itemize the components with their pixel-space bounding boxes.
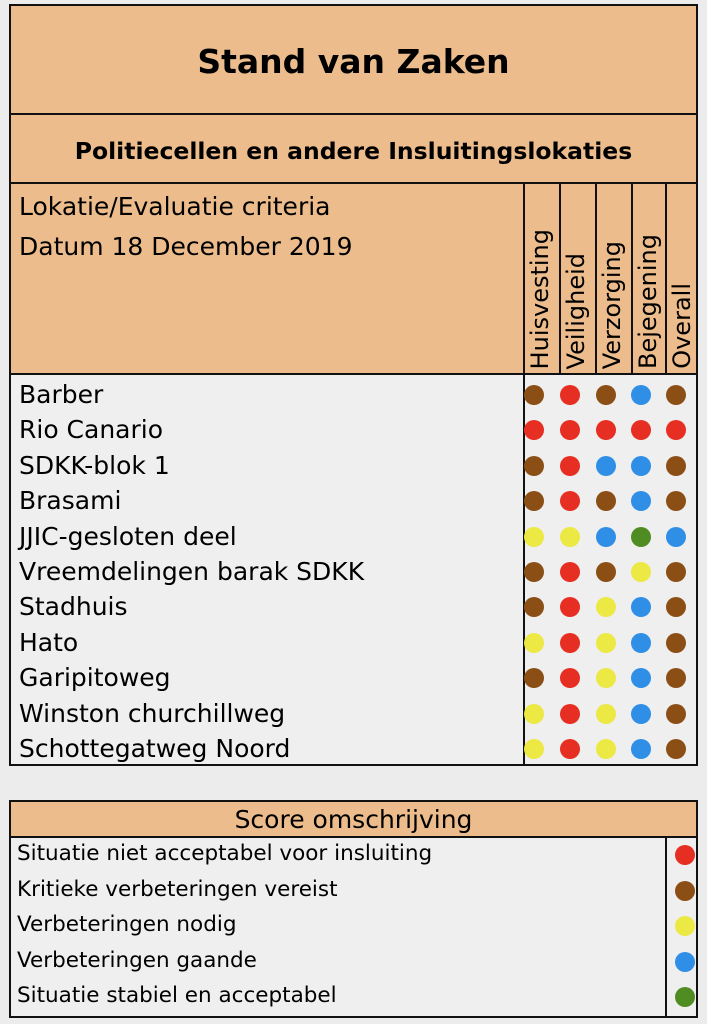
score-dot-red <box>524 420 544 440</box>
location-name: Garipitoweg <box>19 663 171 693</box>
score-dot-red <box>560 704 580 724</box>
score-dot-red <box>560 385 580 405</box>
column-header-verzorging: Verzorging <box>598 240 626 369</box>
location-name: Schottegatweg Noord <box>19 734 291 763</box>
score-dot-red <box>560 597 580 617</box>
column-separator <box>559 184 561 373</box>
score-dot-brown <box>666 597 686 617</box>
column-header-bejegening: Bejegening <box>634 234 662 369</box>
score-dot-blue <box>631 633 651 653</box>
score-dot-brown <box>524 597 544 617</box>
legend-header <box>11 802 696 838</box>
score-dot-red <box>560 491 580 511</box>
score-dot-brown <box>666 491 686 511</box>
score-dot-brown <box>666 739 686 759</box>
score-dot-yellow <box>524 704 544 724</box>
score-dot-red <box>560 633 580 653</box>
score-dot-yellow <box>596 668 616 688</box>
score-dot-yellow <box>524 739 544 759</box>
score-dot-blue <box>631 597 651 617</box>
score-dot-red <box>560 739 580 759</box>
legend-dot-green <box>675 987 695 1007</box>
legend-label: Situatie stabiel en acceptabel <box>17 983 337 1008</box>
score-dot-blue <box>631 739 651 759</box>
legend-dot-brown <box>675 881 695 901</box>
legend-dot-yellow <box>675 916 695 936</box>
legend-divider <box>665 838 667 1016</box>
column-separator <box>523 184 525 373</box>
score-dot-brown <box>666 562 686 582</box>
score-dot-red <box>560 562 580 582</box>
location-name: Winston churchillweg <box>19 698 286 728</box>
score-dot-brown <box>666 668 686 688</box>
score-dot-red <box>596 420 616 440</box>
score-dot-yellow <box>596 597 616 617</box>
score-dot-brown <box>524 491 544 511</box>
score-dot-red <box>560 668 580 688</box>
score-dot-red <box>560 456 580 476</box>
score-legend <box>9 800 698 1018</box>
location-name: Rio Canario <box>19 415 164 445</box>
score-dot-yellow <box>596 739 616 759</box>
column-separator <box>595 184 597 373</box>
page-title: Stand van Zaken <box>197 42 510 81</box>
column-header-overall: Overall <box>668 283 696 369</box>
legend-label: Verbeteringen nodig <box>17 912 237 937</box>
score-dot-brown <box>524 668 544 688</box>
location-name: Barber <box>19 380 104 409</box>
location-name: Stadhuis <box>19 592 128 622</box>
score-dot-yellow <box>596 633 616 653</box>
score-dot-blue <box>596 527 616 547</box>
score-dot-red <box>560 420 580 440</box>
legend-dot-red <box>675 845 695 865</box>
title-banner <box>9 4 698 113</box>
page-subtitle: Politiecellen en andere Insluitingslokaties <box>74 137 633 165</box>
score-dot-blue <box>596 456 616 476</box>
column-header-veiligheid: Veiligheid <box>562 252 590 369</box>
score-dot-brown <box>524 385 544 405</box>
score-dot-blue <box>631 456 651 476</box>
location-name: Brasami <box>19 486 122 516</box>
score-dot-brown <box>596 491 616 511</box>
score-dot-blue <box>631 491 651 511</box>
score-dot-blue <box>631 385 651 405</box>
legend-label: Situatie niet acceptabel voor insluiting <box>17 841 433 866</box>
column-separator <box>631 184 633 373</box>
header-criteria-label: Lokatie/Evaluatie criteria <box>19 192 331 221</box>
score-dot-brown <box>596 562 616 582</box>
score-dot-yellow <box>524 633 544 653</box>
score-dot-yellow <box>524 527 544 547</box>
evaluation-table <box>9 373 698 766</box>
score-dot-blue <box>631 668 651 688</box>
column-separator <box>665 184 667 373</box>
score-dot-brown <box>666 385 686 405</box>
score-dot-brown <box>666 456 686 476</box>
score-dot-red <box>666 420 686 440</box>
location-name: JJIC-gesloten deel <box>19 521 237 551</box>
score-dot-yellow <box>631 562 651 582</box>
location-name: Vreemdelingen barak SDKK <box>19 557 365 586</box>
column-header-huisvesting: Huisvesting <box>526 228 554 369</box>
table-header <box>9 182 698 375</box>
header-date-label: Datum 18 December 2019 <box>19 232 353 261</box>
legend-label: Kritieke verbeteringen vereist <box>17 876 338 902</box>
score-dot-brown <box>524 456 544 476</box>
location-name: SDKK-blok 1 <box>19 450 170 480</box>
score-dot-blue <box>666 527 686 547</box>
legend-label: Verbeteringen gaande <box>17 947 257 973</box>
score-dot-brown <box>666 633 686 653</box>
score-dot-red <box>631 420 651 440</box>
location-name: Hato <box>19 627 79 657</box>
score-dot-yellow <box>560 527 580 547</box>
legend-dot-blue <box>675 952 695 972</box>
score-dot-blue <box>631 704 651 724</box>
legend-title: Score omschrijving <box>234 805 473 834</box>
score-dot-brown <box>596 385 616 405</box>
score-dot-yellow <box>596 704 616 724</box>
subtitle-banner <box>9 113 698 184</box>
score-dot-brown <box>524 562 544 582</box>
score-dot-green <box>631 527 651 547</box>
score-dot-brown <box>666 704 686 724</box>
